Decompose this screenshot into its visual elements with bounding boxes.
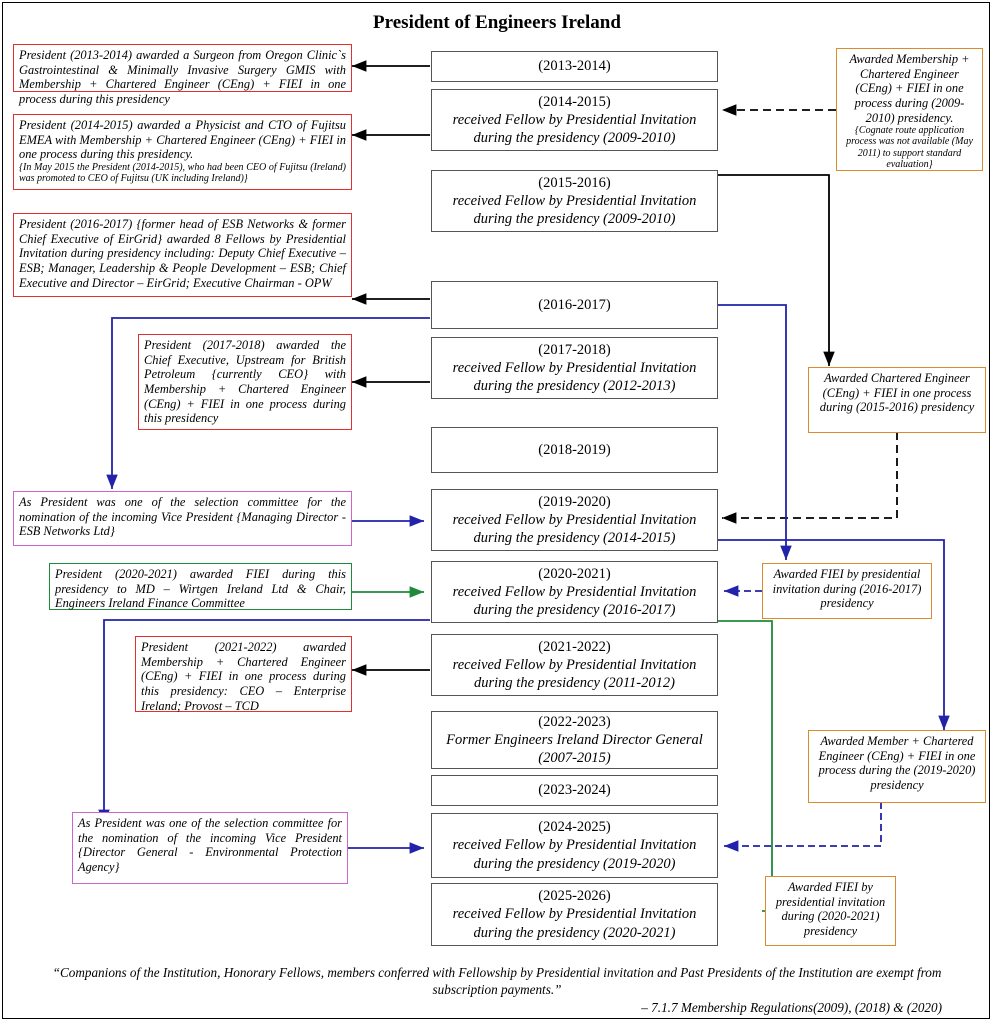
page-title: President of Engineers Ireland — [373, 12, 621, 33]
presidency-node[interactable] — [431, 489, 718, 551]
presidency-node[interactable] — [431, 89, 718, 151]
presidency-node[interactable] — [431, 281, 718, 329]
presidency-year: (2022-2023) — [538, 713, 611, 730]
presidency-year: (2020-2021) — [538, 565, 611, 582]
presidency-node[interactable] — [431, 427, 718, 473]
presidency-node[interactable] — [431, 634, 718, 696]
note-text: President (2014-2015) awarded a Physicist and CTO of Fujitsu EMEA with Membership + Chartered Engineer (CEng) + FIEI in one process during this presidency. — [19, 118, 346, 162]
note-text: As President was one of the selection committee for the nomination of the incoming Vice President {Director General - Environmental Protection Agency} — [78, 816, 342, 874]
note-text: Awarded FIEI by presidential invitation during (2020-2021) presidency — [775, 880, 886, 938]
note-2017-2018 — [138, 334, 352, 430]
note-2014-2015 — [13, 114, 352, 190]
presidency-detail: received Fellow by Presidential Invitation during the presidency (2009-2010) — [452, 111, 697, 147]
note-subtext: {In May 2015 the President (2014-2015), who had been CEO of Fujitsu (Ireland) was promoted to CEO of Fujitsu (UK including Ireland)} — [19, 161, 346, 185]
presidency-detail: received Fellow by Presidential Invitation during the presidency (2012-2013) — [452, 359, 697, 395]
presidency-year: (2021-2022) — [538, 638, 611, 655]
presidency-year: (2025-2026) — [538, 888, 611, 905]
presidency-year: (2016-2017) — [538, 296, 611, 313]
note-text: As President was one of the selection committee for the nomination of the incoming Vice President {Managing Director - ESB Networks Ltd} — [19, 495, 346, 539]
note-text: President (2016-2017) {former head of ESB Networks & former Chief Executive of EirGrid} awarded 8 Fellows by Presidential Invitation during presidency including: Deputy Chief Executive – ESB; Manager, Leadership & People Development – ESB; Chief Executive and Director – EirGrid; Executive Chairman - OPW — [19, 217, 346, 290]
presidency-node[interactable] — [431, 337, 718, 399]
presidency-node[interactable] — [431, 51, 718, 82]
note-text: President (2020-2021) awarded FIEI during this presidency to MD – Wirtgen Ireland Ltd & Chair, Engineers Ireland Finance Committee — [55, 567, 346, 611]
note-subtext: {Cognate route application process was not available (May 2011) to support standard evaluation} — [846, 125, 973, 170]
note-2024-2025-selection — [72, 812, 348, 884]
presidency-node[interactable] — [431, 775, 718, 806]
presidency-year: (2017-2018) — [538, 341, 611, 358]
note-text: President (2017-2018) awarded the Chief Executive, Upstream for British Petroleum {currently CEO} with Membership + Chartered Engineer (CEng) + FIEI in one process during this presidency — [144, 338, 346, 426]
note-award-2009-2010 — [836, 48, 983, 171]
presidency-node[interactable] — [431, 813, 718, 878]
note-text: President (2021-2022) awarded Membership + Chartered Engineer (CEng) + FIEI in one process during this presidency: CEO – Enterprise Ireland; Provost – TCD — [141, 640, 346, 713]
note-2016-2017 — [13, 213, 352, 297]
note-text: Awarded Chartered Engineer (CEng) + FIEI in one process during (2015-2016) presidency — [819, 371, 975, 415]
presidency-year: (2013-2014) — [538, 58, 611, 75]
presidency-year: (2014-2015) — [538, 93, 611, 110]
footer-quote: “Companions of the Institution, Honorary Fellows, members conferred with Fellowship by Presidential invitation and Past Presidents of the Institution are exempt from subscription payments.” — [52, 965, 942, 998]
footer-reference: – 7.1.7 Membership Regulations(2009), (2018) & (2020) — [641, 999, 942, 1015]
presidency-detail: received Fellow by Presidential Invitation during the presidency (2011-2012) — [452, 656, 697, 692]
note-2019-2020-selection — [13, 491, 352, 546]
note-award-2019-2020 — [808, 730, 986, 803]
presidency-year: (2019-2020) — [538, 493, 611, 510]
presidency-year: (2024-2025) — [538, 819, 611, 836]
presidency-node[interactable] — [431, 883, 718, 946]
note-text: Awarded Membership + Chartered Engineer (CEng) + FIEI in one process during (2009-2010) presidency. — [849, 52, 970, 125]
note-2021-2022 — [135, 636, 352, 712]
presidency-detail: received Fellow by Presidential Invitation during the presidency (2009-2010) — [452, 192, 697, 228]
note-2020-2021 — [49, 563, 352, 610]
note-2013-2014 — [13, 44, 352, 106]
presidency-detail: received Fellow by Presidential Invitation during the presidency (2014-2015) — [452, 511, 697, 547]
footer — [40, 964, 954, 1016]
note-award-fiei-2016-2017 — [762, 563, 932, 619]
note-text: President (2013-2014) awarded a Surgeon from Oregon Clinic`s Gastrointestinal & Minimally Invasive Surgery GMIS with Membership + Chartered Engineer (CEng) + FIEI in one process during this presidency — [19, 48, 346, 106]
presidency-detail: received Fellow by Presidential Invitation during the presidency (2020-2021) — [452, 906, 697, 941]
presidency-detail: received Fellow by Presidential Invitation during the presidency (2016-2017) — [452, 583, 697, 619]
note-award-fiei-2020-2021 — [765, 876, 896, 946]
presidency-year: (2023-2024) — [538, 782, 611, 799]
presidency-year: (2015-2016) — [538, 174, 611, 191]
presidency-detail: received Fellow by Presidential Invitation during the presidency (2019-2020) — [452, 837, 697, 872]
note-text: Awarded Member + Chartered Engineer (CEng) + FIEI in one process during the (2019-2020) presidency — [818, 734, 976, 792]
presidency-detail: Former Engineers Ireland Director General (2007-2015) — [446, 731, 703, 767]
note-award-2015-2016 — [808, 367, 986, 433]
presidency-year: (2018-2019) — [538, 441, 611, 458]
presidency-node[interactable] — [431, 170, 718, 232]
note-text: Awarded FIEI by presidential invitation during (2016-2017) presidency — [772, 567, 922, 611]
presidency-node[interactable] — [431, 561, 718, 623]
presidency-node[interactable] — [431, 711, 718, 769]
